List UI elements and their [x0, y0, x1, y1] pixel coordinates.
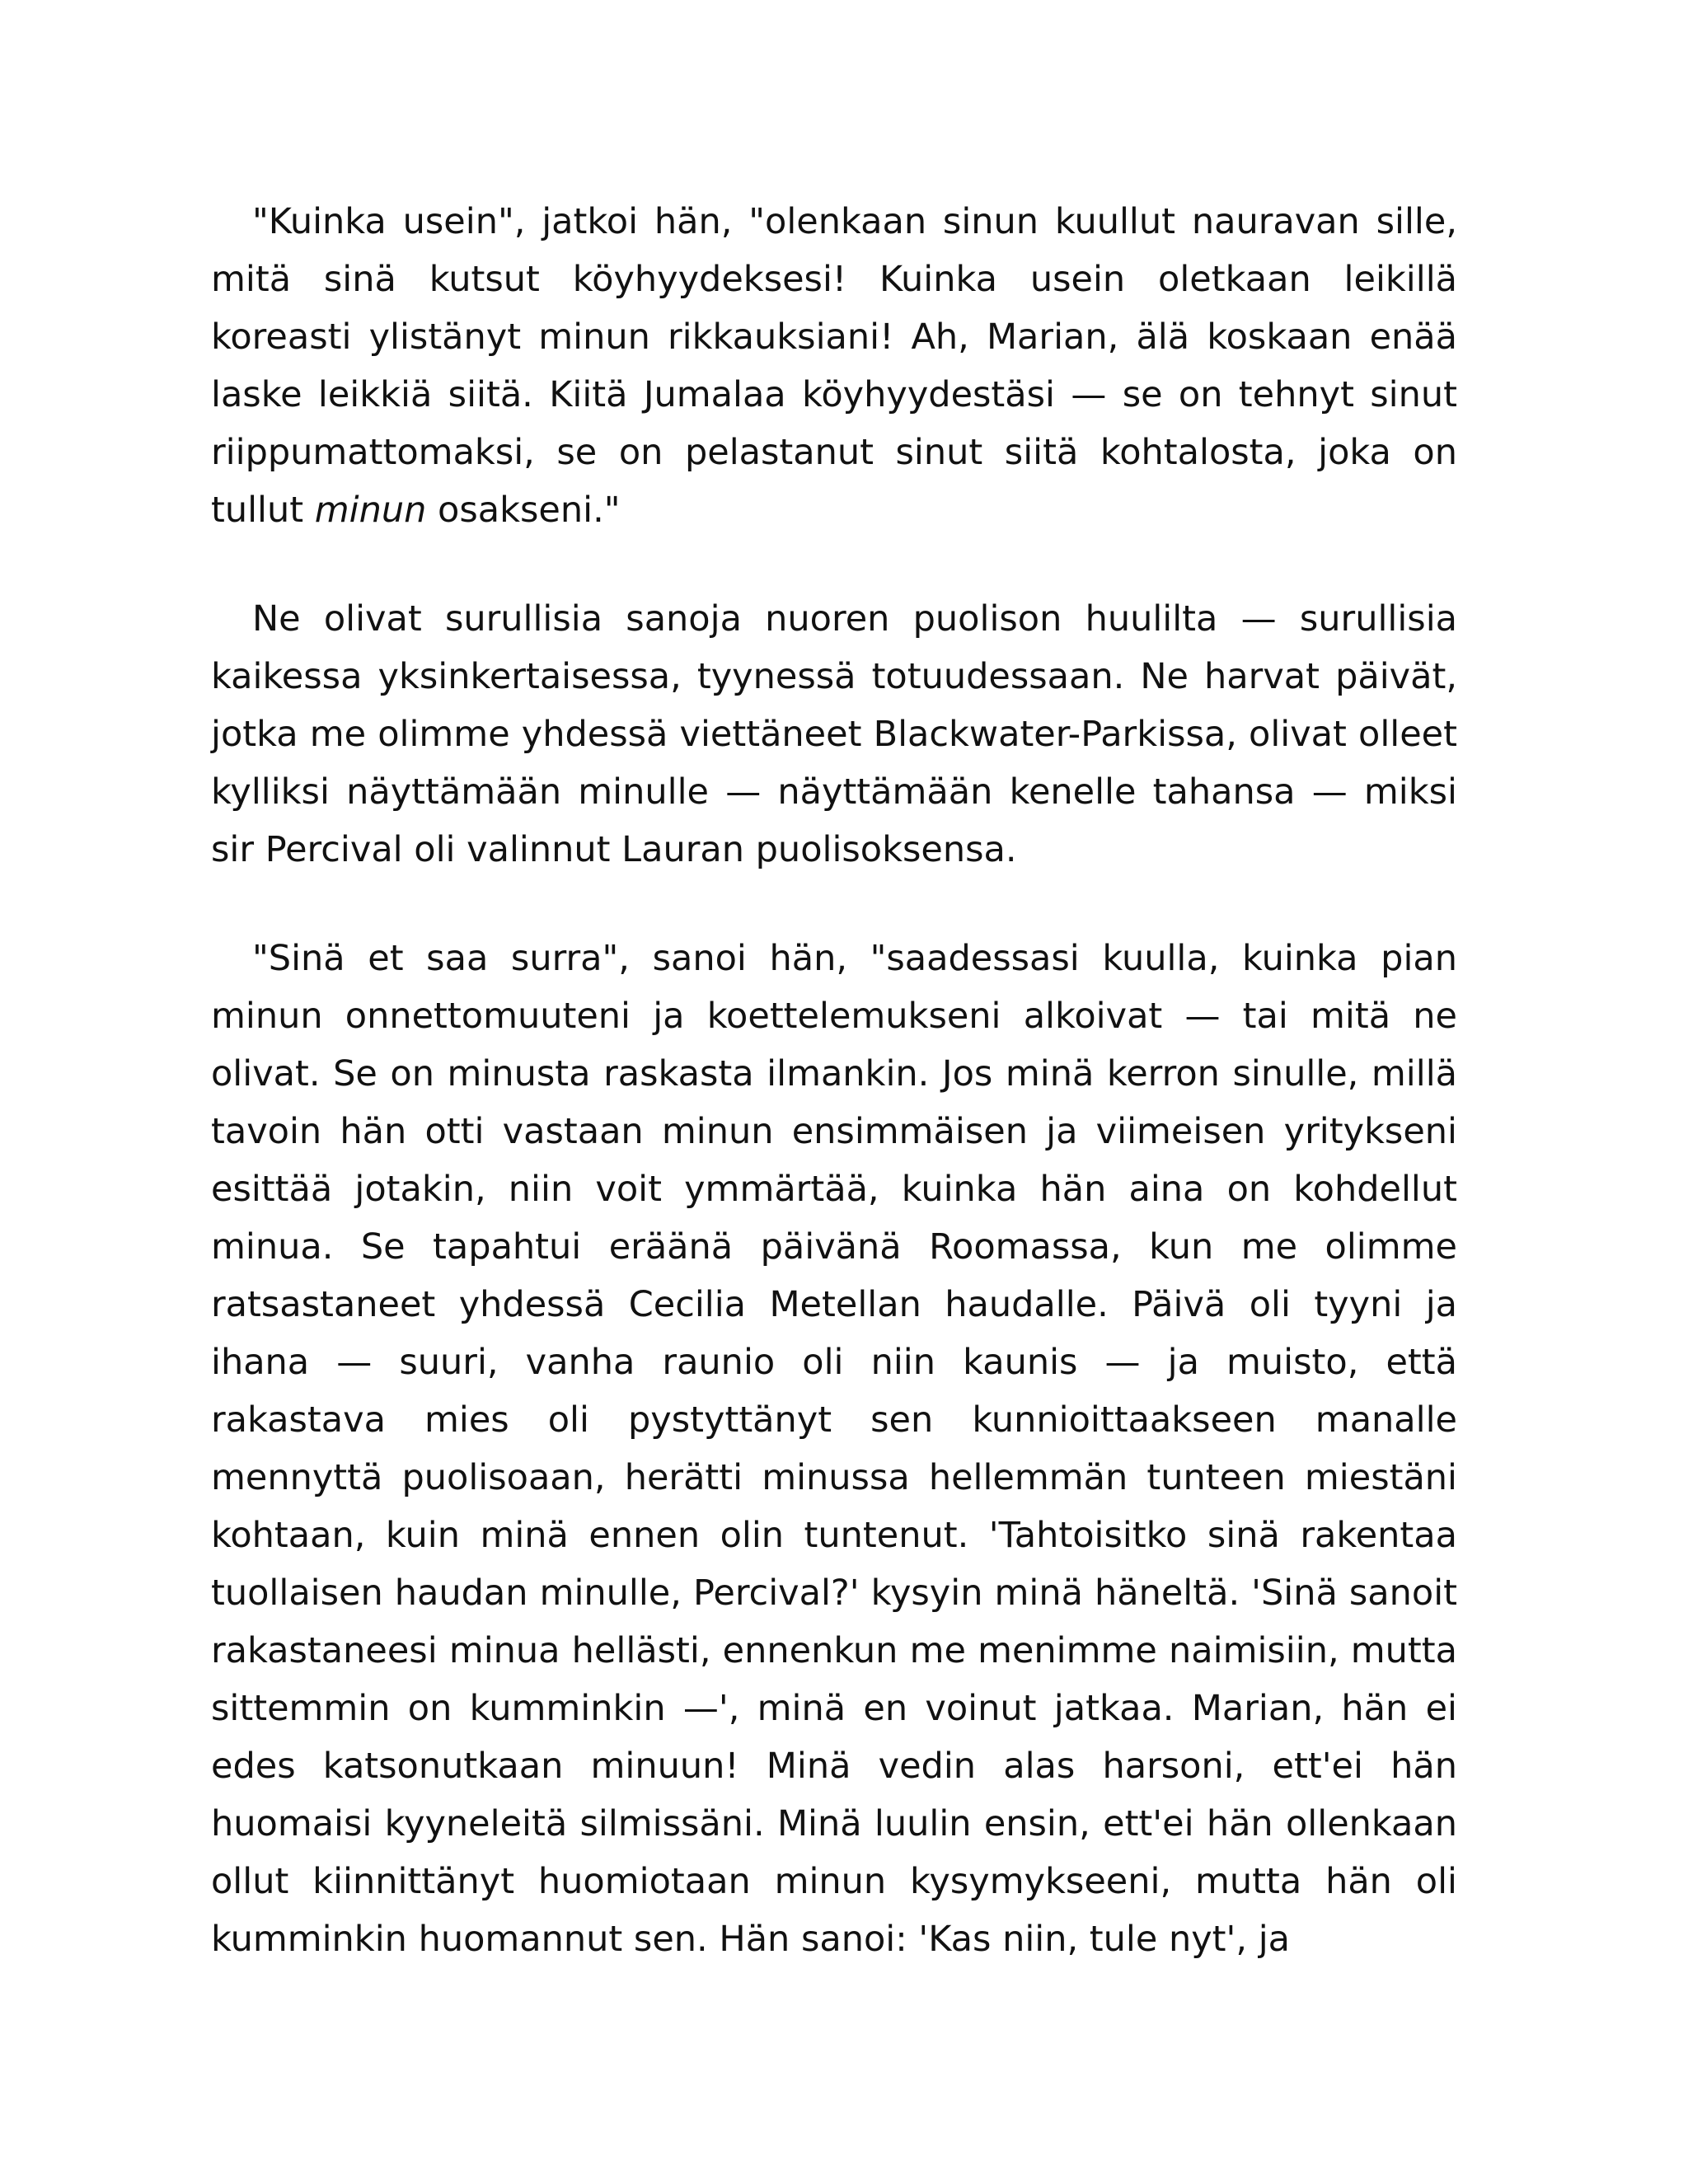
paragraph-1 — [211, 193, 1457, 539]
paragraph-2: Ne olivat surullisia sanoja nuoren puolison huulilta — surullisia kaikessa yksinkertaisessa, tyynessä totuudessaan. Ne harvat päivät, jotka me olimme yhdessä viettäneet Blackwater-Parkissa, olivat olleet kylliksi näyttämään minulle — näyttämään kenelle tahansa — miksi sir Percival oli valinnut Lauran puolisoksensa. — [211, 598, 1457, 870]
paragraph-1-text-end: osakseni." — [426, 490, 621, 531]
paragraph-1-italic-word: minun — [314, 490, 427, 531]
document-page — [211, 193, 1457, 1968]
paragraph-1-text-start: "Kuinka usein", jatkoi hän, "olenkaan sinun kuullut nauravan sille, mitä sinä kutsut köyhyydeksesi! Kuinka usein oletkaan leikillä koreasti ylistänyt minun rikkauksiani! Ah, Marian, älä koskaan enää laske leikkiä siitä. Kiitä Jumalaa köyhyydestäsi — se on tehnyt sinut riippumattomaksi, se on pelastanut sinut siitä kohtalosta, joka on tullut — [211, 201, 1457, 531]
paragraph-3: "Sinä et saa surra", sanoi hän, "saadessasi kuulla, kuinka pian minun onnettomuuteni ja koettelemukseni alkoivat — tai mitä ne olivat. Se on minusta raskasta ilmankin. Jos minä kerron sinulle, millä tavoin hän otti vastaan minun ensimmäisen ja viimeisen yritykseni esittää jotakin, niin voit ymmärtää, kuinka hän aina on kohdellut minua. Se tapahtui eräänä päivänä Roomassa, kun me olimme ratsastaneet yhdessä Cecilia Metellan haudalle. Päivä oli tyyni ja ihana — suuri, vanha raunio oli niin kaunis — ja muisto, että rakastava mies oli pystyttänyt sen kunnioittaakseen manalle mennyttä puolisoaan, herätti minussa hellemmän tunteen miestäni kohtaan, kuin minä ennen olin tuntenut. 'Tahtoisitko sinä rakentaa tuollaisen haudan minulle, Percival?' kysyin minä häneltä. 'Sinä sanoit rakastaneesi minua hellästi, ennenkun me menimme naimisiin, mutta sittemmin on kumminkin —', minä en voinut jatkaa. Marian, hän ei edes katsonutkaan minuun! Minä vedin alas harsoni, ett'ei hän huomaisi kyyneleitä silmissäni. Minä luulin ensin, ett'ei hän ollenkaan ollut kiinnittänyt huomiotaan minun kysymykseeni, mutta hän oli kumminkin huomannut sen. Hän sanoi: 'Kas niin, tule nyt', ja — [211, 938, 1457, 1960]
